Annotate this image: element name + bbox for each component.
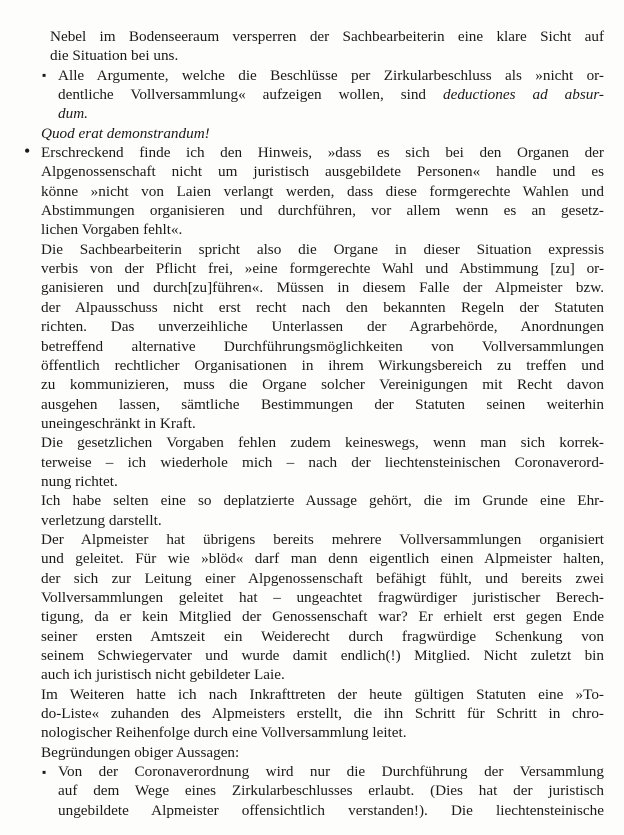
- text-line: [58, 104, 604, 123]
- text-line: [41, 723, 604, 742]
- text-line: [41, 356, 604, 375]
- text-segment: dentliche Vollversammlung« aufzeigen wollen, sind: [58, 86, 443, 104]
- text-line: [41, 375, 604, 394]
- text-line: [41, 414, 604, 433]
- text-segment: zu kommunizieren, muss die Organe solcher Vereinigungen mit Recht davon: [41, 376, 604, 394]
- text-segment: die Situation bei uns.: [50, 47, 179, 65]
- text-segment: Die Sachbearbeiterin spricht also die Organe in dieser Situation expressis: [41, 240, 604, 258]
- text-line: [41, 240, 604, 259]
- text-segment: Ich habe selten eine so deplatzierte Aussage gehört, die im Grunde eine Ehr-: [41, 492, 604, 510]
- text-line: [41, 530, 604, 549]
- text-segment: nologischer Reihenfolge durch eine Vollversammlung leitet.: [41, 724, 407, 742]
- text-line: [41, 588, 604, 607]
- text-line: [58, 801, 604, 820]
- round-bullet-marker: •: [24, 140, 31, 161]
- text-segment: richten. Das unverzeihliche Unterlassen der Agrarbehörde, Anordnungen: [41, 318, 604, 336]
- text-segment: terweise – ich wiederhole mich – nach der liechtensteinischen Coronaverord-: [41, 453, 604, 471]
- text-segment: lichen Vorgaben fehlt«.: [41, 221, 183, 239]
- text-segment: verletzung darstellt.: [41, 511, 162, 529]
- document-body: [0, 27, 604, 820]
- list-item: [24, 140, 604, 240]
- text-segment: verbis von der Pflicht frei, »eine formgerechte Wahl und Abstimmung [zu] or-: [41, 260, 604, 278]
- list-item: [42, 66, 604, 124]
- text-line: [41, 472, 604, 491]
- text-line: [41, 337, 604, 356]
- text-segment: Vollversammlungen geleitet hat – ungeachtet fragwürdiger juristischer Berech-: [41, 588, 604, 606]
- text-line: [41, 317, 604, 336]
- text-segment: Von der Coronaverordnung wird nur die Durchführung der Versammlung: [58, 763, 604, 781]
- square-bullet-marker: ▪: [42, 68, 47, 83]
- text-segment: ganisieren und durch[zu]führen«. Müssen in diesem Falle der Alpmeister bzw.: [41, 279, 604, 297]
- text-segment: Erschreckend finde ich den Hinweis, »dass es sich bei den Organen der: [41, 144, 604, 162]
- text-segment: Abstimmungen organisieren und durchführen, vor allem wenn es an gesetz-: [41, 202, 604, 220]
- text-line: [58, 66, 604, 85]
- italic-text-segment: Quod erat demonstrandum!: [41, 124, 210, 142]
- paragraph: [50, 27, 604, 66]
- text-line: [41, 569, 604, 588]
- text-line: [50, 46, 604, 65]
- text-line: [41, 220, 604, 239]
- paragraph: [41, 530, 604, 685]
- text-line: [41, 665, 604, 684]
- text-line: [41, 627, 604, 646]
- text-segment: und geleitet. Für wie »blöd« darf man denn eigentlich einen Alpmeister halten,: [41, 550, 604, 568]
- text-segment: Alpgenossenschaft nicht um juristisch ausgebildete Personen« handle und es: [41, 163, 604, 181]
- text-line: [58, 85, 604, 104]
- text-line: [41, 491, 604, 510]
- text-line: [41, 704, 604, 723]
- text-segment: der sich zur Leitung einer Alpgenossenschaft befähigt fühlt, und bereits zwei: [41, 569, 604, 587]
- text-line: [41, 143, 604, 162]
- italic-text-segment: deductiones ad absur-: [442, 86, 604, 104]
- italic-text-segment: dum.: [58, 105, 88, 123]
- text-segment: seiner ersten Amtszeit ein Weiderecht durch fragwürdige Schenkung von: [41, 627, 604, 645]
- text-line: [41, 453, 604, 472]
- text-segment: öffentlich rechtlicher Organisationen in ihrem Wirkungsbereich zu treffen und: [41, 356, 604, 374]
- text-line: [41, 201, 604, 220]
- text-line: [58, 781, 604, 800]
- paragraph: [41, 433, 604, 491]
- text-segment: Nebel im Bodenseeraum versperren der Sachbearbeiterin eine klare Sicht auf: [50, 28, 604, 45]
- paragraph: [41, 743, 604, 762]
- text-segment: Die gesetzlichen Vorgaben fehlen zudem keineswegs, wenn man sich korrek-: [41, 434, 604, 452]
- list-item: [42, 762, 604, 820]
- text-line: [41, 646, 604, 665]
- text-line: [41, 607, 604, 626]
- text-segment: auch ich juristisch nicht gebildeter Laie.: [41, 666, 285, 684]
- text-segment: betreffend alternative Durchführungsmöglichkeiten von Vollversammlungen: [41, 337, 604, 355]
- text-segment: auf dem Wege eines Zirkularbeschlusses erlaubt. (Dies hat der juristisch: [58, 782, 604, 800]
- text-segment: ungebildete Alpmeister offensichtlich verstanden!). Die liechtensteinische: [58, 801, 604, 819]
- text-segment: Alle Argumente, welche die Beschlüsse per Zirkularbeschluss als »nicht or-: [58, 66, 604, 84]
- text-line: [41, 298, 604, 317]
- text-segment: Begründungen obiger Aussagen:: [41, 743, 240, 761]
- text-line: [41, 433, 604, 452]
- text-segment: uneingeschränkt in Kraft.: [41, 414, 196, 432]
- paragraph: [41, 685, 604, 743]
- text-segment: nung richtet.: [41, 472, 118, 490]
- text-line: [41, 511, 604, 530]
- text-segment: Der Alpmeister hat übrigens bereits mehrere Vollversammlungen organisiert: [41, 530, 604, 548]
- square-bullet-marker: ▪: [42, 764, 47, 779]
- text-line: [41, 395, 604, 414]
- text-line: [50, 27, 604, 46]
- text-line: [41, 259, 604, 278]
- text-segment: der Alpausschuss nicht erst recht nach den bekannten Regeln der Statuten: [41, 298, 604, 316]
- text-line: [41, 278, 604, 297]
- text-line: [41, 182, 604, 201]
- text-line: [41, 124, 604, 143]
- paragraph: [41, 491, 604, 530]
- text-segment: Im Weiteren hatte ich nach Inkrafttreten der heute gültigen Statuten eine »To-: [41, 685, 604, 703]
- text-segment: tigung, da er kein Mitglied der Genossenschaft war? Er erhielt erst gegen Ende: [41, 608, 604, 626]
- text-segment: seinem Schwiegervater und wurde damit endlich(!) Mitglied. Nicht zuletzt bin: [41, 647, 604, 664]
- text-segment: ausgehen lassen, sämtliche Bestimmungen der Statuten seinen weiterhin: [41, 395, 604, 413]
- paragraph: [41, 124, 604, 143]
- text-line: [41, 549, 604, 568]
- text-segment: do-Liste« zuhanden des Alpmeisters erstellt, die ihn Schritt für Schritt in chro-: [41, 705, 604, 723]
- text-line: [41, 685, 604, 704]
- text-line: [41, 743, 604, 762]
- text-line: [41, 162, 604, 181]
- text-line: [58, 762, 604, 781]
- text-segment: könne »nicht von Laien verlangt werden, dass diese formgerechte Wahlen und: [41, 182, 604, 200]
- paragraph: [41, 240, 604, 433]
